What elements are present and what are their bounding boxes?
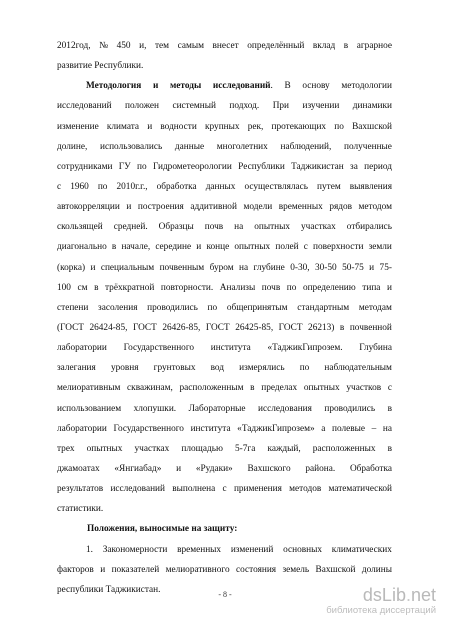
text-word: .	[270, 81, 273, 92]
text-word: проводились	[324, 403, 376, 414]
text-word: полей	[275, 242, 299, 253]
text-line	[57, 36, 392, 56]
text-word: степени	[57, 302, 89, 313]
text-word: изменение	[57, 121, 99, 132]
text-word: участков	[346, 383, 382, 394]
text-word: и	[386, 282, 392, 293]
text-word: типа	[362, 282, 381, 293]
text-word: исследования	[258, 403, 312, 414]
text-word: земли	[368, 242, 392, 253]
text-line	[57, 439, 392, 459]
text-line	[57, 419, 392, 439]
text-line	[57, 298, 392, 318]
text-line	[57, 56, 392, 76]
text-word: диагонально	[57, 242, 107, 253]
text-word: климата	[106, 121, 140, 132]
text-word: расположенным	[179, 383, 244, 394]
text-word: Анализы	[219, 282, 256, 293]
text-word: изменений	[230, 544, 274, 555]
body-text	[57, 36, 392, 600]
text-word: с	[57, 181, 62, 192]
text-word: №	[99, 41, 109, 51]
text-line	[57, 318, 392, 338]
text-word: 30-50	[314, 262, 337, 273]
text-word: площадью	[181, 443, 223, 454]
text-word: с	[222, 484, 227, 495]
text-line	[57, 177, 392, 197]
text-word: данные	[174, 141, 205, 152]
text-line	[57, 197, 392, 217]
text-word: по	[334, 121, 344, 132]
text-word: Методология	[86, 81, 142, 92]
text-word: построения	[137, 202, 184, 213]
text-line	[57, 117, 392, 137]
text-word: в	[111, 242, 117, 253]
site-watermark	[296, 585, 436, 625]
text-word: основных	[283, 544, 323, 555]
text-word: повторности.	[160, 282, 214, 293]
text-line	[57, 137, 392, 157]
text-word: водности	[160, 121, 197, 132]
text-line	[57, 338, 392, 358]
text-word: и	[176, 463, 182, 474]
text-word: данных	[205, 181, 236, 192]
text-word: буром	[209, 262, 234, 273]
text-word: середине	[155, 242, 192, 253]
text-word: –	[371, 423, 377, 434]
text-word: Таджикистан	[291, 161, 344, 172]
text-word: района.	[305, 463, 336, 474]
text-word: исследований	[57, 101, 112, 112]
watermark-logo	[296, 585, 436, 605]
text-word: Государственного	[113, 423, 184, 434]
text-line	[57, 258, 392, 278]
watermark-logo-dot: .	[405, 585, 411, 605]
text-word: использованием	[57, 403, 122, 414]
text-word: скважинам,	[127, 383, 173, 394]
text-word: на	[239, 262, 249, 273]
text-word: ГОСТ	[278, 322, 303, 333]
text-word: опытных	[234, 242, 271, 253]
text-word: и,	[139, 41, 147, 51]
text-word: института	[210, 343, 251, 354]
text-word: вклад	[312, 41, 336, 51]
text-word: пределах	[261, 383, 298, 394]
text-word: мелиоративным	[57, 383, 121, 394]
text-line	[57, 540, 392, 560]
text-word: и	[90, 262, 96, 273]
text-word: «ТаджикГипрозем.	[267, 343, 343, 354]
text-word: грунтовых	[153, 363, 196, 374]
text-word: по	[97, 181, 108, 192]
text-word: аграрное	[356, 41, 392, 51]
text-word: и	[126, 202, 132, 213]
text-word: аддитивной	[190, 202, 237, 213]
text-word: мелиоративного	[165, 564, 230, 575]
text-word: лаборатории	[57, 423, 107, 434]
text-word: период	[364, 161, 392, 172]
text-word: Образцы	[158, 222, 194, 233]
text-word: многолетних	[216, 141, 268, 152]
text-line	[57, 560, 392, 580]
text-word: расположенных	[312, 443, 376, 454]
text-word: выполнена	[172, 484, 216, 495]
text-word: глубине	[253, 262, 285, 273]
text-word: факторов	[57, 564, 94, 575]
text-word: 50-75	[342, 262, 364, 273]
text-line	[57, 217, 392, 237]
text-word: ГОСТ	[205, 322, 230, 333]
text-line	[57, 278, 392, 298]
text-word: республики Таджикистан.	[57, 584, 161, 595]
text-word: наблюдений,	[280, 141, 332, 152]
watermark-subtitle: библиотека диссертаций	[326, 605, 436, 616]
text-word: участках	[301, 222, 336, 233]
text-word: скользящей	[57, 222, 103, 233]
text-word: вод	[210, 363, 225, 374]
text-word: лаборатории	[57, 343, 107, 354]
text-word: 450	[116, 41, 131, 51]
text-word: с	[387, 383, 392, 394]
text-word: автокорреляции	[57, 202, 120, 213]
text-word: 75-	[379, 262, 392, 273]
text-word: и	[100, 564, 106, 575]
text-word: поверхности	[313, 242, 364, 253]
text-word: в	[387, 443, 392, 454]
text-word: специальным	[100, 262, 155, 273]
text-word: средней.	[113, 222, 148, 233]
text-word: почв	[204, 222, 224, 233]
text-word: на	[382, 423, 392, 434]
text-line	[57, 76, 392, 96]
text-word: уровня	[110, 363, 139, 374]
text-word: ГОСТ	[132, 322, 157, 333]
text-line	[57, 519, 392, 539]
text-word: и	[196, 242, 202, 253]
text-word: Вахшской	[352, 121, 392, 132]
text-word: «Янгиабад»	[114, 463, 162, 474]
text-word: стандартным	[297, 302, 350, 313]
text-word: модели	[243, 202, 273, 213]
text-word: долины	[361, 564, 392, 575]
text-word: методы	[169, 81, 202, 92]
text-word: 5-7га	[235, 443, 256, 454]
text-word: Вахшского	[247, 463, 291, 474]
text-word: за	[350, 161, 358, 172]
text-word: 1960	[70, 181, 89, 192]
text-word: земель	[282, 564, 310, 575]
text-word: 26425-85,	[235, 322, 274, 333]
text-word: динамики	[352, 101, 392, 112]
text-word: рядов	[329, 202, 353, 213]
text-word: залегания	[57, 363, 96, 374]
text-word: института	[190, 423, 231, 434]
text-word: В	[284, 81, 291, 92]
text-word: самым	[177, 41, 204, 51]
text-word: исследований	[212, 81, 271, 92]
text-word: по	[207, 302, 218, 313]
text-word: результатов	[57, 484, 104, 495]
text-word: 1.	[86, 544, 93, 555]
text-word: трёхкратной	[105, 282, 155, 293]
text-line	[57, 499, 392, 519]
text-word: временных	[278, 202, 323, 213]
text-word: Республики	[238, 161, 285, 172]
text-word: 26426-85,	[162, 322, 201, 333]
text-word: рек,	[247, 121, 264, 132]
watermark-logo-left: dsLib	[362, 585, 406, 605]
text-word: долине,	[57, 141, 88, 152]
text-word: и	[147, 121, 153, 132]
text-word: обработка	[156, 181, 197, 192]
text-word: трех	[57, 443, 75, 454]
text-word: с	[303, 242, 308, 253]
text-word: см	[77, 282, 88, 293]
text-word: 100	[57, 282, 71, 293]
text-word: почв	[261, 282, 281, 293]
page-number: - 8 -	[218, 590, 232, 599]
text-word: Гидрометеорологии	[152, 161, 232, 172]
text-word: внесет	[212, 41, 239, 51]
text-line	[57, 378, 392, 398]
heading-run	[213, 76, 273, 96]
text-word: развитие Республики.	[57, 61, 144, 72]
text-word: 0-30,	[290, 262, 310, 273]
text-word: по	[286, 282, 297, 293]
text-word: определённый	[247, 41, 305, 51]
text-word: 26213)	[308, 322, 335, 333]
text-word: состояния	[236, 564, 277, 575]
text-word: засоления	[98, 302, 138, 313]
text-word: статистики.	[57, 504, 104, 515]
text-word: Глубина	[359, 343, 392, 354]
text-line	[57, 399, 392, 419]
watermark-logo-right: net	[410, 585, 436, 605]
text-word: положен	[125, 101, 159, 112]
text-word: джамоатах	[57, 463, 100, 474]
text-word: «Рудаки»	[195, 463, 233, 474]
text-line	[57, 459, 392, 479]
text-line	[57, 96, 392, 116]
text-word: наблюдательным	[324, 363, 392, 374]
text-word: общепринятым	[226, 302, 288, 313]
text-word: по	[299, 363, 310, 374]
text-word: Закономерности	[102, 544, 168, 555]
text-word: осуществлялась	[244, 181, 308, 192]
text-word: хлопушки.	[133, 403, 177, 414]
text-word: «ТаджикГипрозем»	[237, 423, 315, 434]
text-word: 2010г.г.,	[116, 181, 148, 192]
text-word: опытных	[254, 222, 291, 233]
text-word: каждый,	[267, 443, 301, 454]
text-word: путем	[317, 181, 341, 192]
text-word: и	[369, 262, 375, 273]
text-word: Лабораторные	[188, 403, 246, 414]
text-word: системный	[172, 101, 216, 112]
text-word: использовались	[99, 141, 163, 152]
text-line	[57, 479, 392, 499]
text-word: временных	[177, 544, 222, 555]
text-word: опытных	[86, 443, 123, 454]
text-word: изучении	[302, 101, 340, 112]
text-word: основу	[302, 81, 330, 92]
text-line	[57, 157, 392, 177]
text-word: в	[94, 282, 99, 293]
text-word: подход.	[229, 101, 260, 112]
text-word: протекающих	[271, 121, 327, 132]
text-word: математической	[328, 484, 392, 495]
text-word: определению	[302, 282, 356, 293]
text-word: почвенным	[159, 262, 205, 273]
text-word: При	[272, 101, 290, 112]
text-word: методов	[289, 484, 322, 495]
text-word: крупных	[205, 121, 240, 132]
text-word: применения	[233, 484, 282, 495]
text-word: методом	[358, 202, 392, 213]
text-word: полученные	[344, 141, 392, 152]
text-word: Обработка	[349, 463, 392, 474]
text-word: полевые	[331, 423, 365, 434]
text-word: по	[137, 161, 147, 172]
text-line	[57, 237, 392, 257]
text-word: конце	[206, 242, 230, 253]
text-word: тем	[154, 41, 170, 51]
text-word: начале,	[121, 242, 151, 253]
text-word: 2012год,	[57, 41, 91, 51]
text-word: отбирались	[346, 222, 392, 233]
text-word: измерялись	[239, 363, 285, 374]
text-word: климатических	[331, 544, 392, 555]
text-word: сотрудниками	[57, 161, 113, 172]
text-word: Положения, выносимые на защиту:	[87, 524, 238, 535]
text-word: выявления	[349, 181, 392, 192]
text-word: (корка)	[57, 262, 86, 273]
text-word: в	[250, 383, 255, 394]
text-word: а	[321, 423, 326, 434]
text-word: методологии	[341, 81, 392, 92]
text-word: показателей	[111, 564, 160, 575]
text-word: на	[234, 222, 244, 233]
text-word: почвенной	[349, 322, 392, 333]
text-word: участках	[134, 443, 170, 454]
text-word: исследований	[110, 484, 166, 495]
text-word: Вахшской	[315, 564, 356, 575]
text-word: в	[343, 41, 349, 51]
text-line	[57, 358, 392, 378]
text-word: опытных	[303, 383, 340, 394]
text-word: и	[152, 81, 159, 92]
text-word: ГУ	[118, 161, 131, 172]
text-word: 26424-85,	[89, 322, 128, 333]
text-word: в	[387, 403, 392, 414]
text-word: в	[339, 322, 345, 333]
text-word: (ГОСТ	[57, 322, 84, 333]
text-word: методам	[358, 302, 392, 313]
text-word: проводились	[147, 302, 198, 313]
text-word: Государственного	[123, 343, 195, 354]
